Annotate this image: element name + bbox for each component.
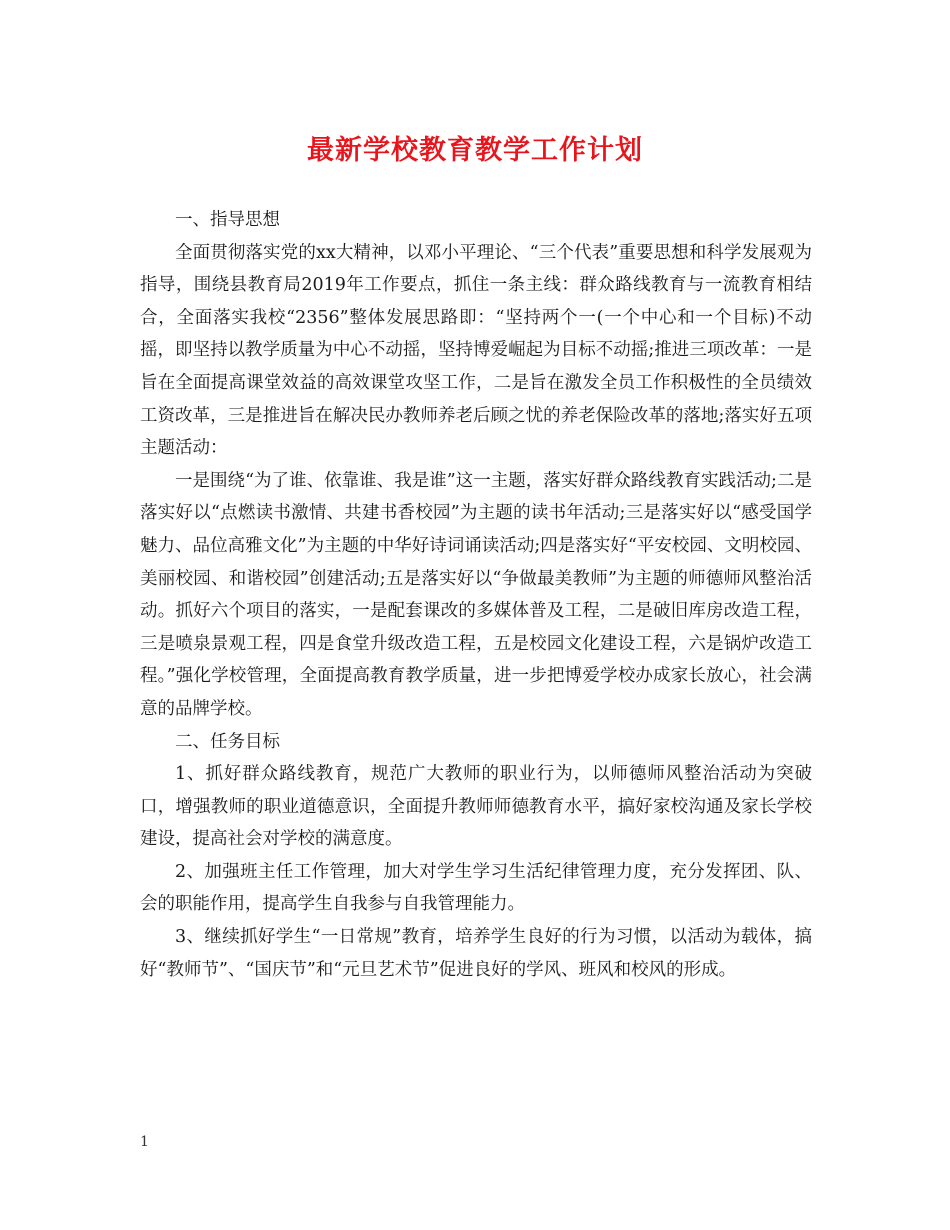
section-heading-guiding-ideology: 一、指导思想 xyxy=(175,210,280,230)
section-heading-task-goals: 二、任务目标 xyxy=(175,731,280,752)
list-item: 2、加强班主任工作管理，加大对学生学习生活纪律管理力度，充分发挥团、队、会的职能作用，提高学生自我参与自我管理能力。 xyxy=(140,861,812,915)
paragraph: 一是围绕“为了谁、依靠谁、我是谁”这一主题，落实好群众路线教育实践活动;二是落实好以“点燃读书激情、共建书香校园”为主题的读书年活动;三是落实好以“感受国学魅力、品位高雅文化”为主题的中华好诗词诵读活动;四是落实好“平安校园、文明校园、美丽校园、和谐校园”创建活动;五是落实好以“争做最美教师”为主题的师德师风整治活动。抓好六个项目的落实，一是配套课改的多媒体普及工程，二是破旧库房改造工程，三是喷泉景观工程，四是食堂升级改造工程，五是校园文化建设工程，六是锅炉改造工程。”强化学校管理，全面提高教育教学质量，进一步把博爱学校办成家长放心，社会满意的品牌学校。 xyxy=(140,470,812,719)
page-title: 最新学校教育教学工作计划 xyxy=(307,135,643,166)
paragraph: 全面贯彻落实党的xx大精神，以邓小平理论、“三个代表”重要思想和科学发展观为指导，围绕县教育局2019年工作要点，抓住一条主线：群众路线教育与一流教育相结合，全面落实我校“2356”整体发展思路即：“坚持两个一(一个中心和一个目标)不动摇，即坚持以教学质量为中心不动摇，坚持博爱崛起为目标不动摇;推进三项改革：一是旨在全面提高课堂效益的高效课堂攻坚工作，二是旨在激发全员工作积极性的全员绩效工资改革，三是推进旨在解决民办教师养老后顾之忧的养老保险改革的落地;落实好五项主题活动： xyxy=(140,242,812,459)
document-body xyxy=(140,204,812,986)
list-item: 1、抓好群众路线教育，规范广大教师的职业行为，以师德师风整治活动为突破口，增强教师的职业道德意识，全面提升教师师德教育水平，搞好家校沟通及家长学校建设，提高社会对学校的满意度。 xyxy=(140,764,812,850)
list-item: 3、继续抓好学生“一日常规”教育，培养学生良好的行为习惯，以活动为载体，搞好“教师节”、“国庆节”和“元旦艺术节”促进良好的学风、班风和校风的形成。 xyxy=(140,927,812,980)
page-number: 1 xyxy=(140,1134,149,1150)
